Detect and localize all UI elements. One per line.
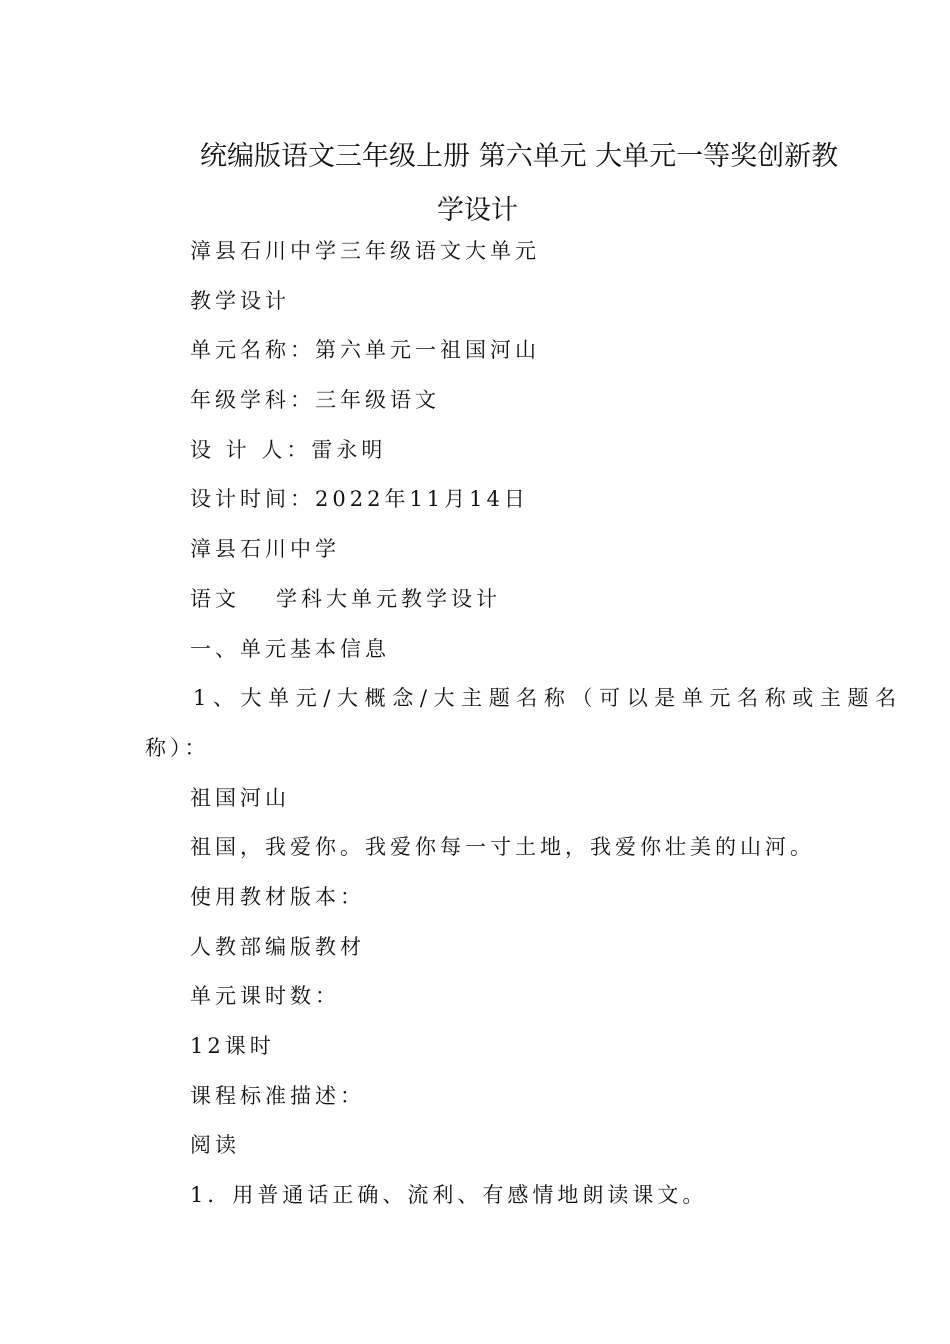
hours-label-line: 单元课时数： <box>190 984 340 1009</box>
subject-design: 学科大单元教学设计 <box>276 586 501 611</box>
textbook-label-line: 使用教材版本： <box>190 884 365 909</box>
title-line-2: 学设计 <box>437 195 518 226</box>
reading-heading: 阅读 <box>190 1133 240 1158</box>
section-1-heading: 一、单元基本信息 <box>190 636 390 661</box>
textbook-line: 人教部编版教材 <box>190 934 365 959</box>
standard-label-line: 课程标准描述： <box>190 1083 365 1108</box>
design-line: 教学设计 <box>190 288 290 313</box>
grade-subject-line: 年级学科：三年级语文 <box>190 388 440 413</box>
school-unit-line: 漳县石川中学三年级语文大单元 <box>190 239 540 263</box>
item-1-line-b: 称）： <box>145 735 210 760</box>
design-time-line: 设计时间：2022年11月14日 <box>190 487 529 512</box>
designer-line: 设 计 人：雷永明 <box>190 437 387 462</box>
reading-item-1: 1．用普通话正确、流利、有感情地朗读课文。 <box>190 1183 708 1208</box>
school-line: 漳县石川中学 <box>190 537 340 562</box>
item-1-line-a: 1、大单元/大概念/大主题名称（可以是单元名称或主题名 <box>193 686 903 711</box>
document-body <box>0 227 950 1221</box>
title-line-1: 统编版语文三年级上册 第六单元 大单元一等奖创新教 <box>200 141 839 172</box>
theme-line: 祖国河山 <box>190 785 290 810</box>
document-title <box>0 130 950 238</box>
subject-name: 语文 <box>190 586 240 611</box>
subject-line <box>0 575 950 625</box>
slogan-line: 祖国，我爱你。我爱你每一寸土地，我爱你壮美的山河。 <box>190 835 815 860</box>
unit-name-line: 单元名称：第六单元一祖国河山 <box>190 338 540 363</box>
hours-line: 12课时 <box>190 1034 275 1058</box>
